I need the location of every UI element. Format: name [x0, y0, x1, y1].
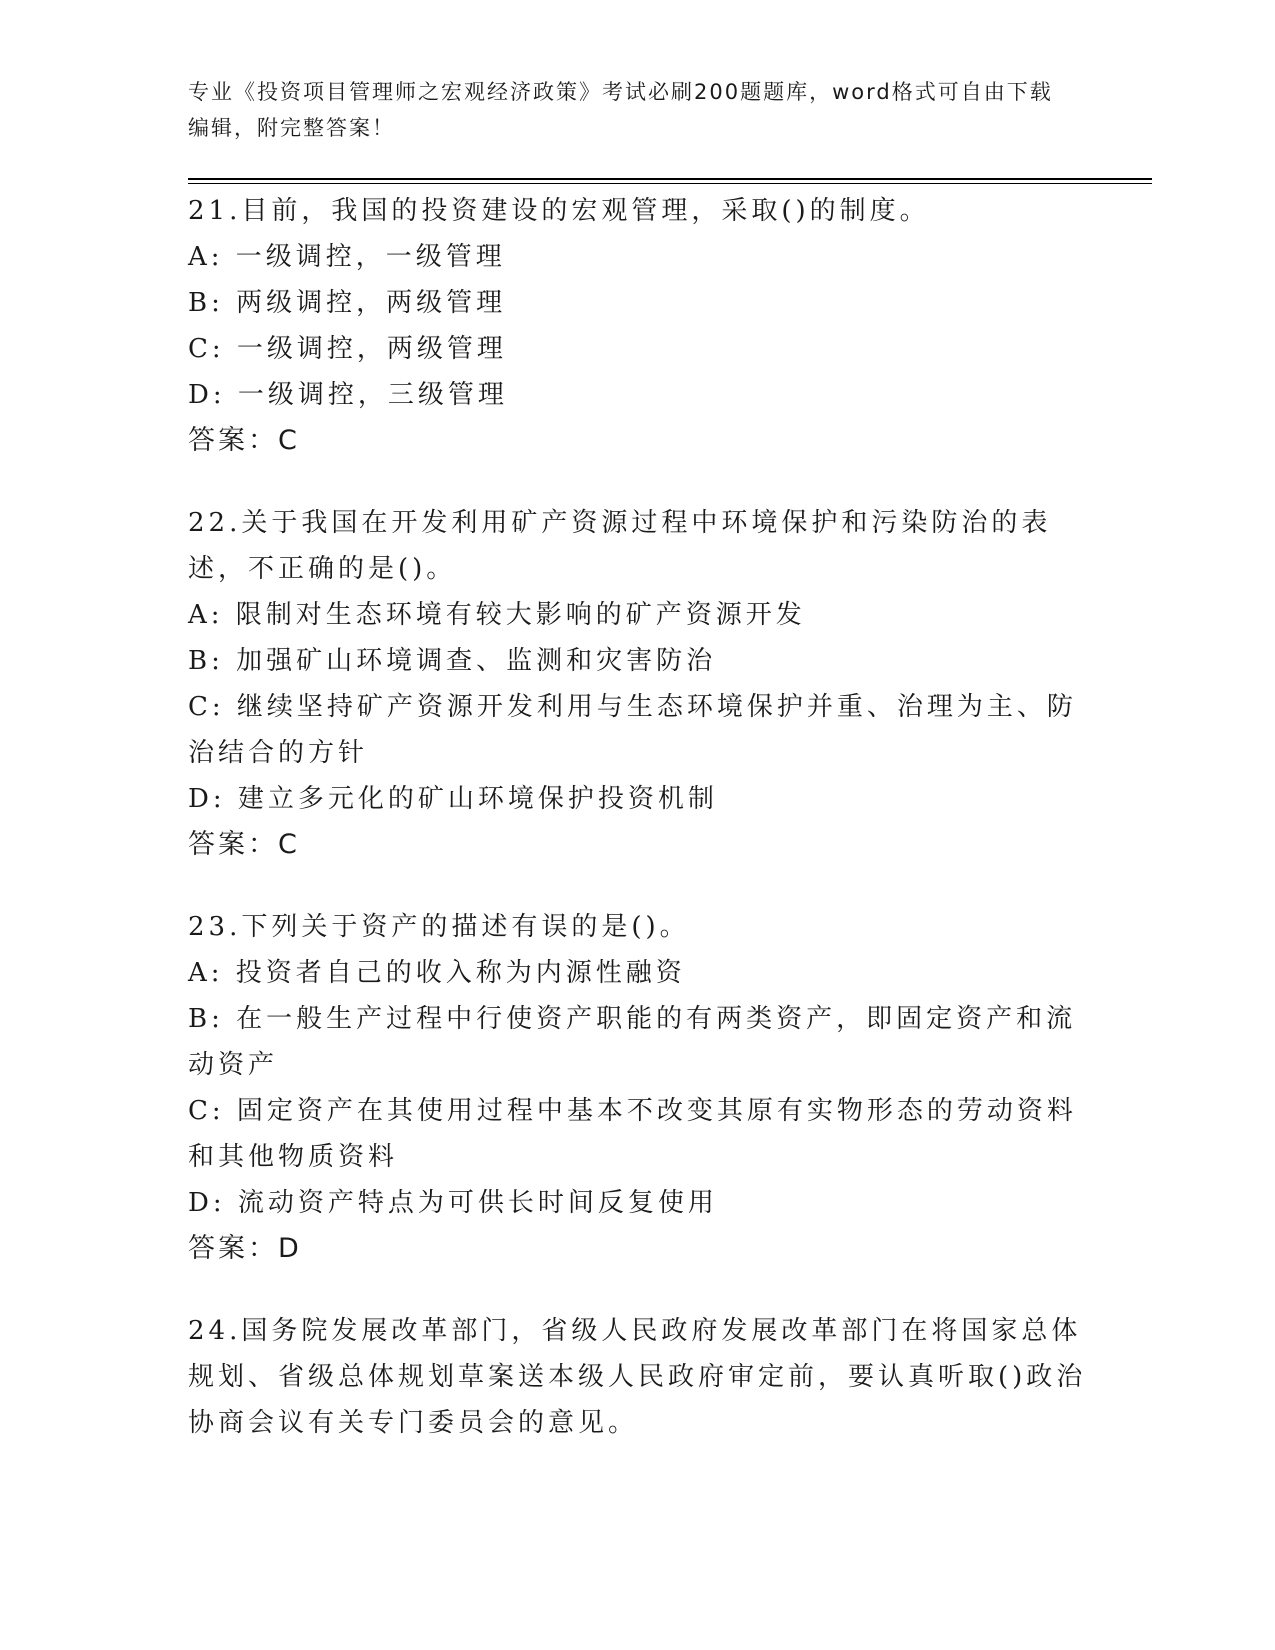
header-divider-thin: [188, 183, 1152, 184]
option-c: C: 继续坚持矿产资源开发利用与生态环境保护并重、治理为主、防治结合的方针: [188, 692, 1077, 768]
question-21: [188, 188, 1088, 464]
answer: 答案：C: [188, 425, 300, 456]
option-c: C: 固定资产在其使用过程中基本不改变其原有实物形态的劳动资料和其他物质资料: [188, 1096, 1077, 1172]
option-a: A: 一级调控，一级管理: [188, 242, 506, 272]
option-a: A: 限制对生态环境有较大影响的矿产资源开发: [188, 600, 806, 630]
option-b: B: 在一般生产过程中行使资产职能的有两类资产，即固定资产和流动资产: [188, 1004, 1077, 1080]
header-divider-thick: [188, 178, 1152, 180]
question-stem: 21.目前，我国的投资建设的宏观管理，采取()的制度。: [188, 196, 930, 226]
option-d: D: 一级调控，三级管理: [188, 380, 508, 410]
option-b: B: 加强矿山环境调查、监测和灾害防治: [188, 646, 717, 676]
option-c: C: 一级调控，两级管理: [188, 334, 507, 364]
question-stem: 24.国务院发展改革部门，省级人民政府发展改革部门在将国家总体规划、省级总体规划草案送本级人民政府审定前，要认真听取()政治协商会议有关专门委员会的意见。: [188, 1316, 1087, 1438]
question-22: [188, 500, 1088, 868]
answer: 答案：D: [188, 1233, 302, 1264]
question-list: [188, 188, 1088, 1482]
question-23: [188, 904, 1088, 1272]
option-d: D: 流动资产特点为可供长时间反复使用: [188, 1188, 718, 1218]
question-stem: 22.关于我国在开发利用矿产资源过程中环境保护和污染防治的表述，不正确的是()。: [188, 508, 1052, 584]
option-a: A: 投资者自己的收入称为内源性融资: [188, 958, 686, 988]
option-b: B: 两级调控，两级管理: [188, 288, 507, 318]
document-intro: 专业《投资项目管理师之宏观经济政策》考试必刷200题题库，word格式可自由下载编辑，附完整答案！: [188, 80, 1053, 140]
answer: 答案：C: [188, 829, 300, 860]
option-d: D: 建立多元化的矿山环境保护投资机制: [188, 784, 718, 814]
question-24: [188, 1308, 1088, 1446]
question-stem: 23.下列关于资产的描述有误的是()。: [188, 912, 690, 942]
